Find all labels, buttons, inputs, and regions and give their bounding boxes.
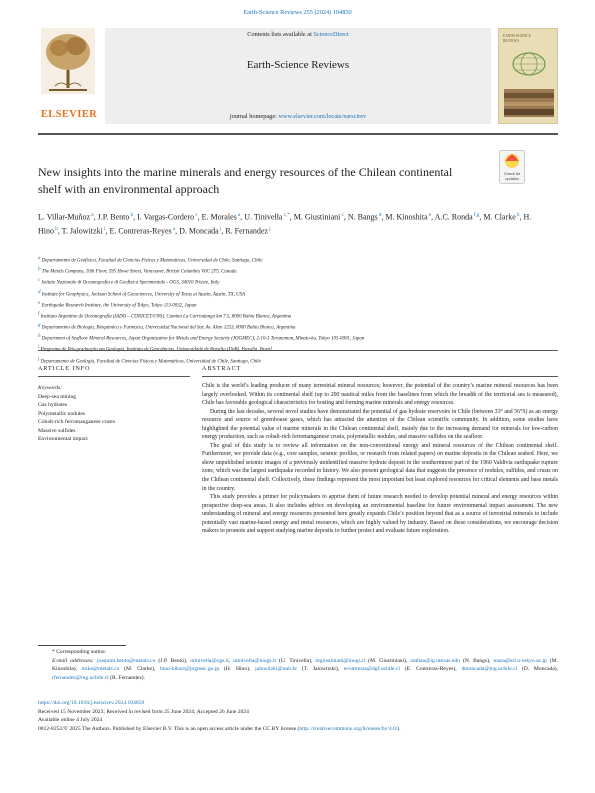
abstract-rule <box>202 376 558 377</box>
affiliation-key: g <box>38 323 41 329</box>
affiliation-key: j <box>38 356 40 362</box>
affiliation-key: d <box>38 289 41 295</box>
abstract-paragraph: This study provides a primer for policymakers to apprise them of future research needed to develop potential mineral and energy resources within prospective deep-sea areas. It also includes advice on developing an environmental baseline for future environmental impact assessment. The new understanding of mineral and energy resources presented here greatly expands Chile’s position beyond that as a source of terrestrial minerals to include potentially vast marine-based energy and metal resources, which are highly valued by industry. Based on these considerations, we encourage decision makers to promote and support studying marine deposits to further protect and evaluate future exploration. <box>202 494 558 535</box>
masthead <box>105 28 491 124</box>
keyword-list <box>38 393 188 444</box>
author-affiliation-mark[interactable]: a <box>171 227 176 233</box>
affiliation-text: Department of Seafloor Mineral Resources, Japan Organization for Metals and Energy Security (JOGMEC), 2-10-1 Toranomon, Minato-ku, Tokyo 105-0001, Japan <box>40 336 365 342</box>
affiliation-key: a <box>38 256 41 261</box>
email-owner: (J.P. Bento), <box>155 657 191 664</box>
author-name: H. Hino <box>38 212 532 237</box>
homepage-link[interactable]: www.elsevier.com/locate/earscirev <box>278 113 367 120</box>
email-owner: , <box>228 657 234 664</box>
author-separator: , <box>479 212 484 222</box>
email-owner: (U. Tinivella), <box>276 657 316 664</box>
abstract-heading: ABSTRACT <box>202 366 242 372</box>
email-link[interactable]: joaquim.bento@metals.co <box>96 657 156 664</box>
author-name: L. Villar-Muñoz <box>38 212 91 222</box>
affiliation-item <box>38 322 543 333</box>
abstract-paragraph: Chile is the world’s leading producer of many terrestrial mineral resources; however, the potential of the country’s marine mineral resources has been largely overlooked. Within its continental shelf (up to 200 nautical miles from the baselines from which the breadth of the territorial sea is measured), Chile has favorable geological characteristics for hosting and forming marine minerals and energy resources. <box>202 383 558 407</box>
affiliation-text: Departamento de Geología, Facultad de Ciencias Físicas y Matemáticas, Universidad de Chile, Santiago, Chile <box>39 359 261 365</box>
email-link[interactable]: mike@metals.co <box>81 666 120 672</box>
article-metadata <box>38 699 558 733</box>
author-affiliation-mark[interactable]: a <box>236 213 241 218</box>
affiliation-key: b <box>38 267 41 273</box>
author-name: E. Morales <box>201 212 237 222</box>
author-affiliation-mark[interactable]: a <box>90 213 94 218</box>
author-affiliation-mark[interactable]: f,g <box>472 213 480 218</box>
email-link[interactable]: utinivella@inogs.it <box>233 657 277 664</box>
author-separator: , <box>289 212 294 222</box>
affiliation-key: h <box>38 334 41 340</box>
keyword-item: Massive sulfides <box>38 427 76 434</box>
author-separator: , <box>175 227 180 237</box>
received-dates: Received 15 November 2023; Received in revised form 25 June 2024; Accepted 26 June 2024 <box>38 708 249 715</box>
author-separator: , <box>197 212 202 222</box>
affiliation-text: Institute for Geophysics, Jackson School of Geosciences, University of Texas at Austin, Austin, TX, USA <box>40 292 245 298</box>
keyword-item: Environmental impact <box>38 436 88 442</box>
keyword-item: Deep-sea mining <box>38 393 77 400</box>
publisher-wordmark: ELSEVIER <box>40 109 98 120</box>
email-owner: (N. Bangs), <box>459 657 494 664</box>
author-name: M. Giustiniani <box>293 212 341 222</box>
cover-title: EARTH-SCIENCE REVIEWS <box>503 34 531 43</box>
affiliation-text: Departamento de Geofísica, Facultad de Ciencias Físicas y Matemáticas, Universidad de Chile, Santiago, Chile <box>40 258 263 264</box>
corresponding-author-note: * Corresponding author. <box>52 649 107 655</box>
footnote-rule <box>38 645 126 646</box>
author-name: A.C. Ronda <box>434 212 473 222</box>
svg-text:Check for: Check for <box>503 172 521 176</box>
author-name: M. Clarke <box>483 212 516 222</box>
author-separator: , <box>105 227 110 237</box>
author-separator: , <box>431 212 435 222</box>
footnote <box>38 648 558 682</box>
author-affiliation-mark[interactable]: c <box>340 213 344 218</box>
author-separator: , <box>381 212 386 222</box>
affiliation-item <box>38 356 543 367</box>
email-link[interactable]: rfernandez@ing.uchile.cl <box>52 674 109 681</box>
author-separator: , <box>133 212 138 222</box>
author-affiliation-mark[interactable]: b <box>129 213 134 218</box>
author-affiliation-mark[interactable]: e <box>427 213 432 218</box>
abstract-paragraph: The goal of this study is to review all information on the non-conventional energy and mineral resources of the Chilean continental shelf. Furthermore, we provide data (e.g., core samples, seismic profiles, or research from related papers) on marine deposits in the Chilean seabed. Here, we show unpublished seismic images of a previously unidentified massive hydrate deposit in the southernmost part of the 1960 Valdivia earthquake rupture zone, which was the largest earthquake recorded in history. We also present geological data that suggests the presence of nodules, sulfides, and crusts on the Chilean continental shelf. Collectively, these findings represent the most important but least explored resources for critical elements and base metals in the country. <box>202 442 558 492</box>
author-affiliation-mark[interactable]: c,* <box>282 213 290 218</box>
email-label: E-mail addresses: <box>52 657 97 664</box>
article-info-rule <box>38 376 190 377</box>
section-rule <box>38 350 558 351</box>
email-owner: (H. Hino), <box>219 666 256 672</box>
article-info-heading: ARTICLE INFO <box>38 366 91 372</box>
contents-line: Contents lists available at ScienceDirect <box>247 31 349 38</box>
article-title: New insights into the marine minerals and energy resources of the Chilean continental shelf with an environmental approach <box>38 165 453 196</box>
check-for-updates-badge[interactable] <box>499 150 525 184</box>
license-line: 0012-8252/© 2025 The Authors. Published by Elsevier B.V. This is an open access article under the CC BY license (http://creativecommons.org/licenses/by/4.0/). <box>38 725 401 732</box>
email-owner: (M. Clarke), <box>119 666 160 672</box>
affiliation-item <box>38 289 543 300</box>
affiliation-item <box>38 277 543 288</box>
affiliation-text: Istituto Nazionale di Oceanografia e di Geofisica Sperimentale - OGS, 34010 Trieste, Italy <box>40 280 220 286</box>
author-affiliation-mark[interactable]: j <box>267 227 271 233</box>
author-name: M. Kinoshita <box>385 212 428 222</box>
author-name: T. Jalowitzki <box>61 227 103 237</box>
author-name: R. Fernandez <box>225 227 268 237</box>
available-online: Available online 4 July 2024 <box>38 717 103 724</box>
author-name: U. Tinivella <box>244 212 283 222</box>
journal-title: Earth-Science Reviews <box>246 59 350 71</box>
affiliation-item <box>38 311 543 322</box>
affiliation-item <box>38 266 543 277</box>
affiliation-text: The Metals Company, 10th Floor, 595 Howe Street, Vancouver, British Columbia V6C 2T5, Canada <box>40 269 237 275</box>
keywords-block <box>38 384 188 444</box>
affiliation-item <box>38 333 543 344</box>
journal-cover <box>498 28 558 124</box>
abstract-paragraph: During the last decades, several novel studies have demonstrated the potential of gas hydrate reservoirs in Chile (between 33° and 56°S) as an energy resource and source of greenhouse gases, which has attracted the attention of the Chilean scientific community. In addition, some studies have highlighted the potential value of marine minerals in the Chilean continental shelf, mainly due to the increasing demand for minerals for low-carbon energy production, such as cobalt-rich ferromanganese crusts, polymetallic nodules, and massive sulfides on the seafloor. <box>202 408 558 441</box>
affiliation-text: Programa de Pós-graduação em Geologia, Instituto de Geociências, Universidade de Brasília (UnB), Brasília, Brazil <box>39 348 272 353</box>
author-separator: , <box>343 212 348 222</box>
affiliation-key: c <box>38 278 41 284</box>
affiliation-text: Departamento de Biología, Bioquímica y Farmacia, Universidad Nacional del Sur, Av. Alem 1253, 8000 Bahía Blanca, Argentina <box>40 325 296 331</box>
journal-header <box>38 22 558 124</box>
author-name: I. Vargas-Cordero <box>137 212 195 222</box>
journal-reference[interactable]: Earth-Science Reviews 255 (2024) 104850 <box>243 9 352 16</box>
email-link[interactable]: dmoncada@ing.uchile.cl <box>461 666 518 672</box>
sciencedirect-link[interactable]: ScienceDirect <box>313 31 349 38</box>
author-name: N. Bangs <box>347 212 378 222</box>
author-separator: , <box>221 227 226 237</box>
author-affiliation-mark[interactable]: b <box>515 213 520 218</box>
author-separator: , <box>93 212 98 222</box>
affiliation-key: i <box>38 345 40 351</box>
author-affiliation-mark[interactable]: c <box>194 213 198 218</box>
header-rule <box>38 133 558 135</box>
email-link[interactable]: mgiustiniani@inogs.it <box>315 657 366 664</box>
email-link[interactable]: nathan@ig.utexas.edu <box>410 657 460 664</box>
abstract-body <box>202 382 558 536</box>
email-owner: (D. Moncada), <box>517 666 559 672</box>
email-owner: (T. Jalowitzki), <box>297 666 344 672</box>
svg-text:updates: updates <box>505 177 519 181</box>
email-link[interactable]: hino-hikari@jogmec.go.jp <box>159 666 220 672</box>
email-owner: (M. Kinoshita), <box>52 657 559 672</box>
author-affiliation-mark[interactable]: i <box>102 227 106 233</box>
author-affiliation-mark[interactable]: d <box>377 213 382 218</box>
license-link[interactable]: http://creativecommons.org/licenses/by/4.0/ <box>299 725 398 732</box>
keyword-item: Cobalt-rich ferromanganese crusts <box>38 419 116 425</box>
email-link[interactable]: jalowitzki@unb.br <box>255 666 298 672</box>
email-link[interactable]: econtreras@dgf.uchile.cl <box>343 666 400 672</box>
author-affiliation-mark[interactable]: j <box>218 227 222 233</box>
email-owner: (R. Fernandez). <box>108 674 146 681</box>
affiliation-key: f <box>38 311 40 317</box>
affiliation-text: Instituto Argentino de Oceanografía (IADO – CONICET/UNS), Camino La Carrindanga km 7.5, 8000 Bahía Blanca, Argentina <box>39 314 292 320</box>
elsevier-tree-icon <box>41 28 95 94</box>
author-list <box>38 210 543 239</box>
affiliation-key: e <box>38 300 41 306</box>
elsevier-logo <box>38 22 98 124</box>
email-link[interactable]: utinivella@ogs.it <box>190 657 229 664</box>
author-separator: , <box>519 212 524 222</box>
email-addresses <box>52 657 558 683</box>
affiliation-item <box>38 255 543 266</box>
email-owner: (M. Giustiniani), <box>365 657 411 664</box>
cover-rock-image <box>504 89 554 117</box>
keywords-label: Keywords: <box>38 385 63 391</box>
author-affiliation-mark[interactable]: h <box>54 227 58 233</box>
affiliation-item <box>38 300 543 311</box>
author-separator: , <box>57 227 62 237</box>
affiliation-text: Earthquake Research Institute, the University of Tokyo, Tokyo 113-0032, Japan <box>40 303 197 309</box>
email-owner: (E. Contreras-Reyes), <box>399 666 462 672</box>
author-separator: , <box>240 212 245 222</box>
homepage-line: journal homepage: www.elsevier.com/locate/earscirev <box>229 113 367 120</box>
author-name: J.P. Bento <box>97 212 130 222</box>
keyword-item: Gas hydrates <box>38 402 68 408</box>
doi-link[interactable]: https://doi.org/10.1016/j.earscirev.2024.104850 <box>38 700 145 706</box>
email-link[interactable]: masa@eri.u-tokyo.ac.jp <box>493 657 547 664</box>
globe-icon <box>511 51 547 77</box>
author-name: D. Moncada <box>179 227 219 237</box>
keyword-item: Polymetallic nodules <box>38 410 86 417</box>
author-name: E. Contreras-Reyes <box>109 227 172 237</box>
